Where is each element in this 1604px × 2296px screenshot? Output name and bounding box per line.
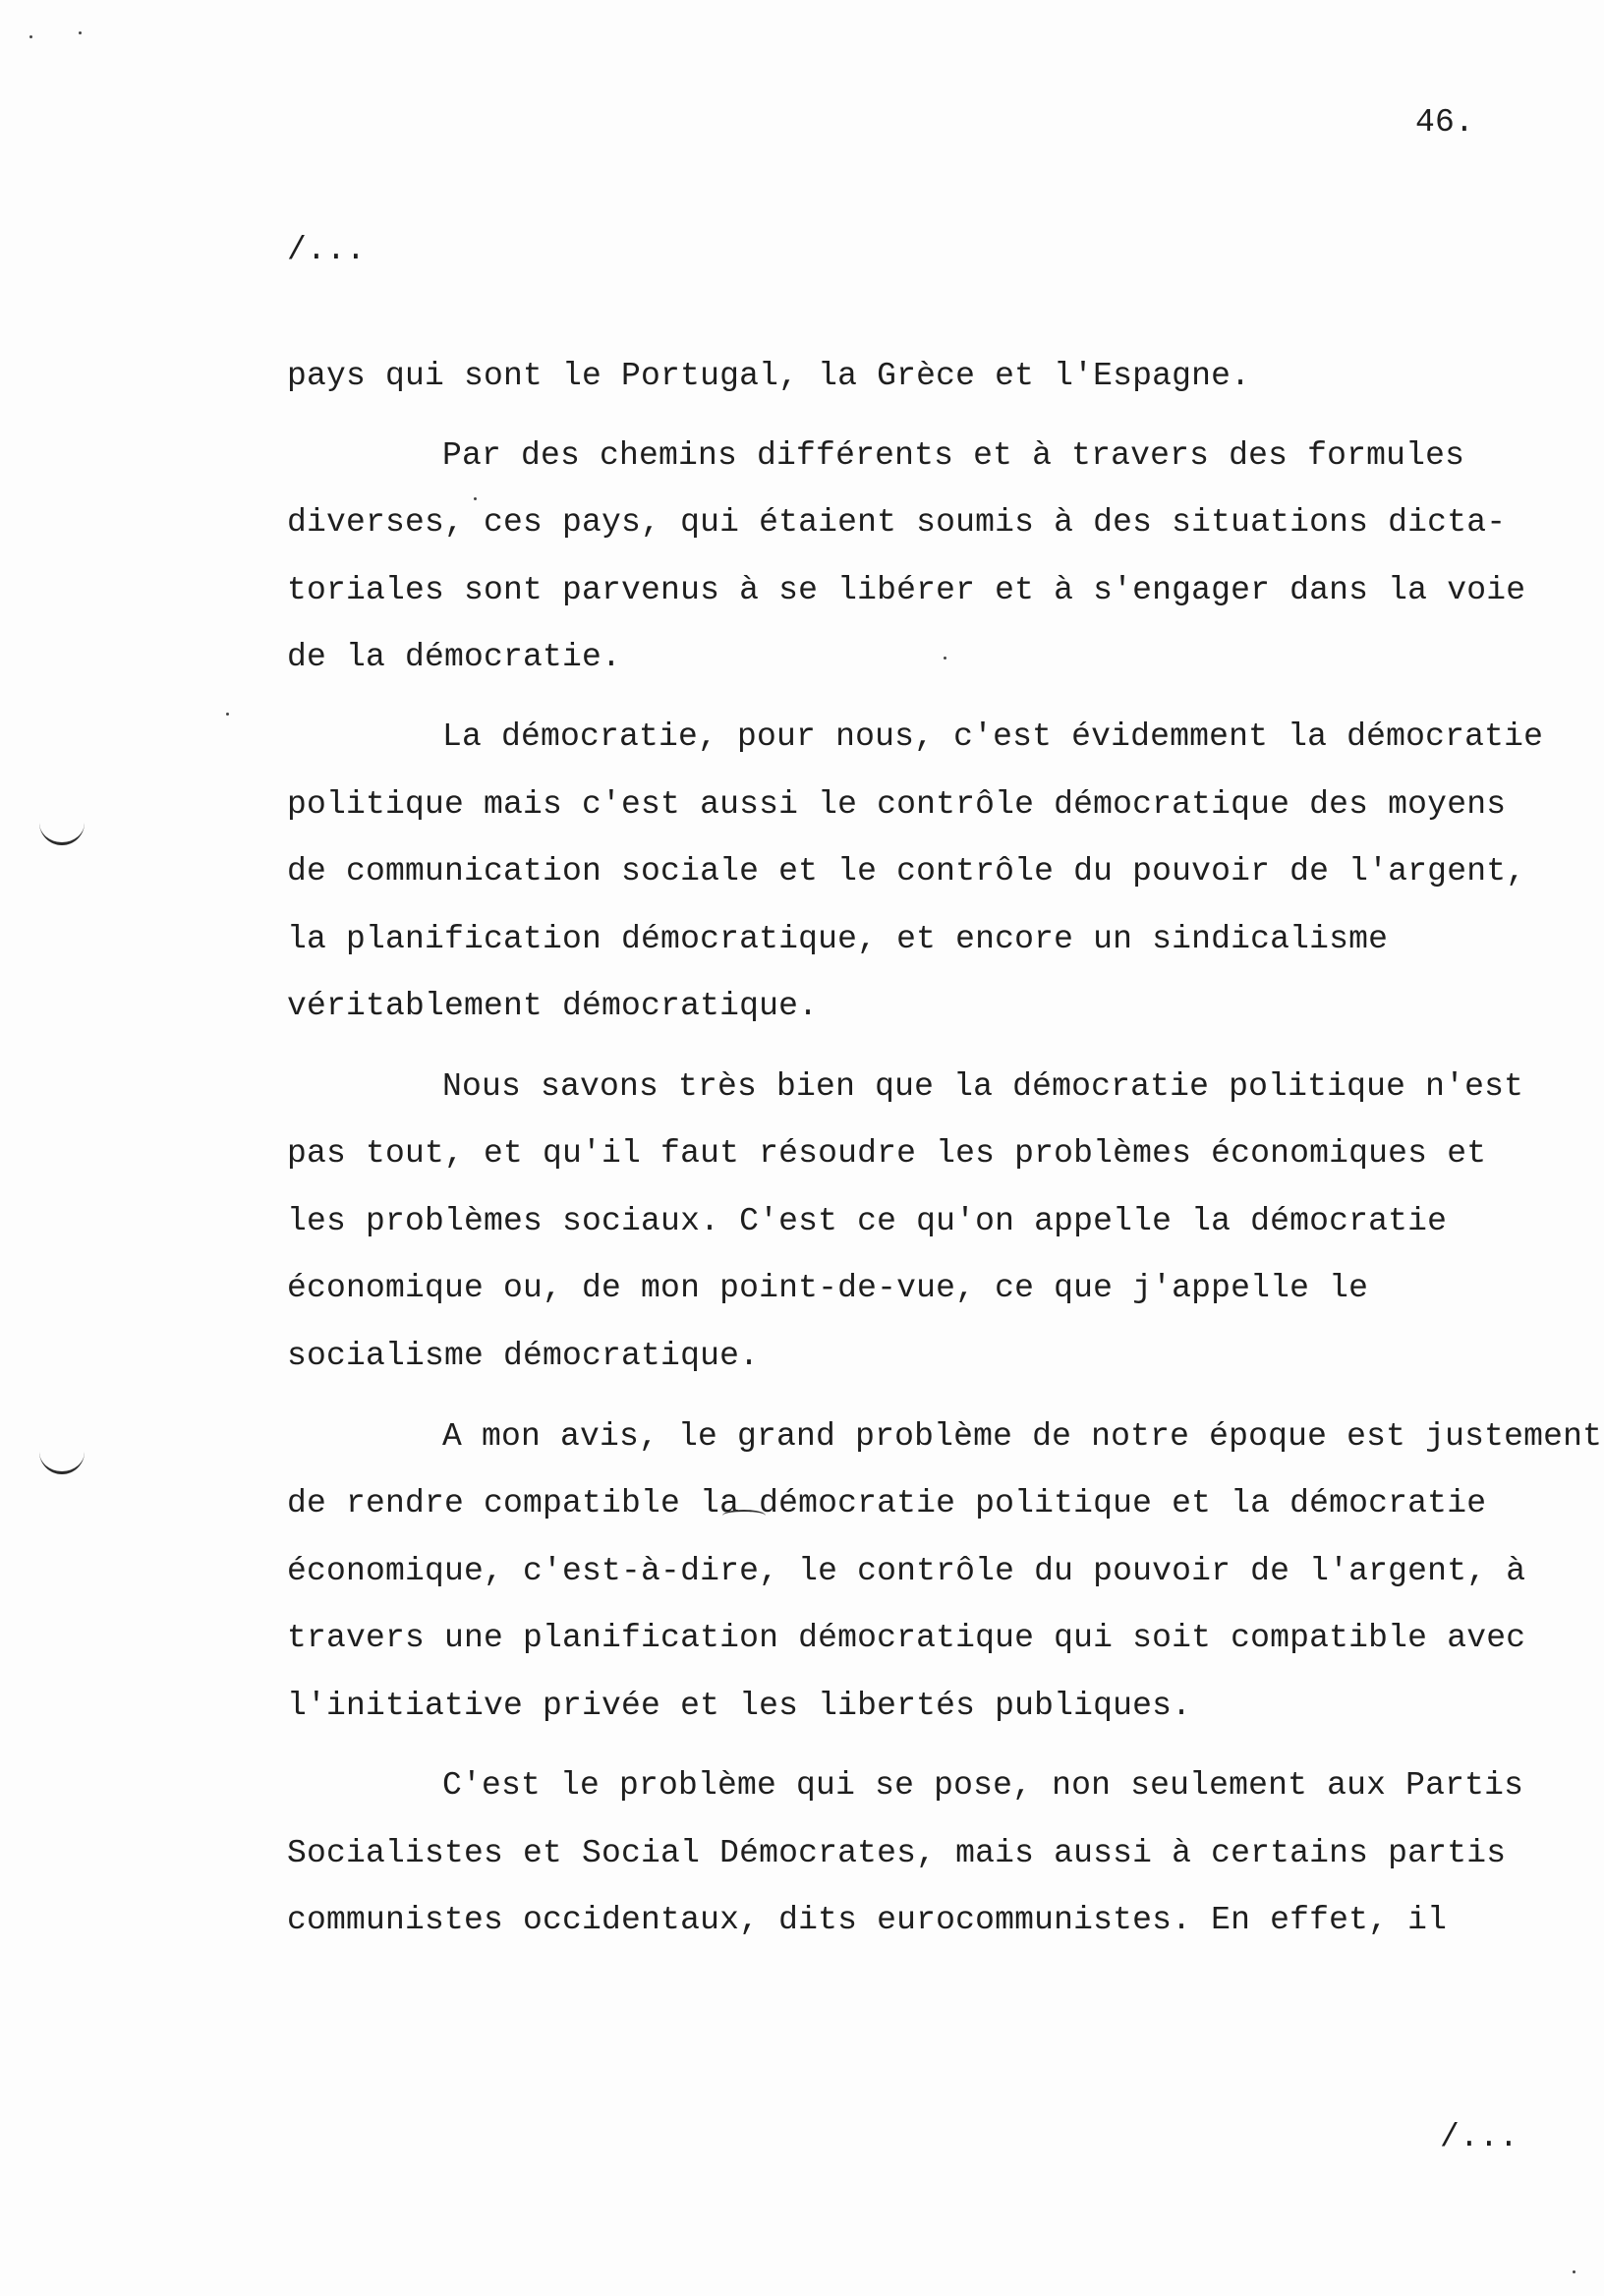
- text-line: politique mais c'est aussi le contrôle démocratique des moyens: [287, 786, 1507, 823]
- text-line: économique, c'est-à-dire, le contrôle du pouvoir de l'argent, à: [287, 1553, 1526, 1589]
- scan-speck: [226, 713, 229, 716]
- text-line: pas tout, et qu'il faut résoudre les problèmes économiques et: [287, 1135, 1487, 1172]
- text-line: socialisme démocratique.: [287, 1338, 760, 1374]
- text-line: pays qui sont le Portugal, la Grèce et l'Espagne.: [287, 358, 1251, 394]
- handwritten-mark: [722, 1510, 766, 1521]
- text-line: Socialistes et Social Démocrates, mais aussi à certains partis: [287, 1835, 1507, 1871]
- scan-speck: [474, 497, 477, 500]
- text-line: La démocratie, pour nous, c'est évidemment la démocratie: [442, 718, 1544, 755]
- punch-hole-mark: [39, 1450, 85, 1474]
- text-line: travers une planification démocratique qui soit compatible avec: [287, 1620, 1526, 1656]
- text-line: économique ou, de mon point-de-vue, ce que j'appelle le: [287, 1270, 1369, 1306]
- text-line: de rendre compatible la démocratie politique et la démocratie: [287, 1485, 1487, 1521]
- text-line: de communication sociale et le contrôle du pouvoir de l'argent,: [287, 853, 1526, 890]
- text-line: véritablement démocratique.: [287, 988, 819, 1024]
- scan-speck: [29, 35, 32, 38]
- text-line: Nous savons très bien que la démocratie politique n'est: [442, 1068, 1524, 1105]
- punch-hole-mark: [39, 821, 85, 845]
- continuation-marker-bottom: /...: [1440, 2119, 1519, 2155]
- scan-speck: [79, 31, 82, 34]
- text-line: la planification démocratique, et encore un sindicalisme: [287, 921, 1389, 957]
- text-line: Par des chemins différents et à travers des formules: [442, 437, 1465, 474]
- scan-speck: [944, 657, 946, 660]
- scan-speck: [1573, 2270, 1575, 2273]
- text-line: A mon avis, le grand problème de notre époque est justement: [442, 1418, 1603, 1455]
- text-line: de la démocratie.: [287, 639, 622, 675]
- page-number: 46.: [1415, 104, 1475, 141]
- text-line: l'initiative privée et les libertés publiques.: [287, 1688, 1192, 1724]
- text-line: toriales sont parvenus à se libérer et à s'engager dans la voie: [287, 572, 1526, 608]
- text-line: C'est le problème qui se pose, non seulement aux Partis: [442, 1767, 1524, 1804]
- text-line: communistes occidentaux, dits eurocommunistes. En effet, il: [287, 1902, 1448, 1938]
- text-line: diverses, ces pays, qui étaient soumis à des situations dicta-: [287, 504, 1507, 541]
- text-line: les problèmes sociaux. C'est ce qu'on appelle la démocratie: [287, 1203, 1448, 1239]
- continuation-marker-top: /...: [287, 232, 367, 268]
